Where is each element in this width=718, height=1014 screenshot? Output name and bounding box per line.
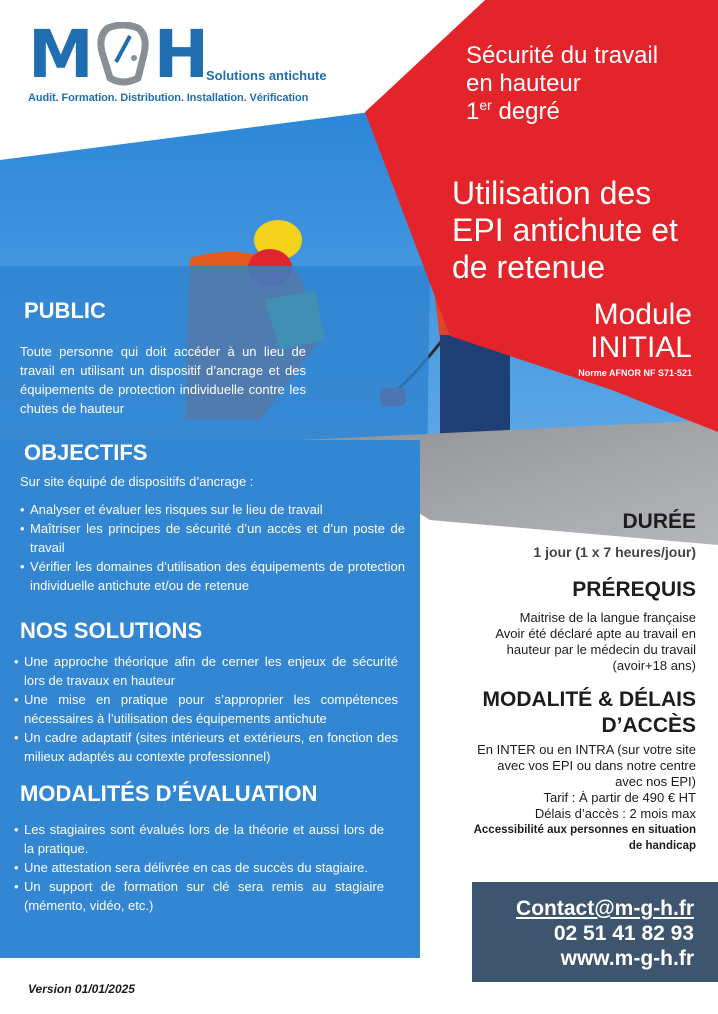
evaluation-list [14, 820, 384, 915]
prerequis-line-1: Maitrise de la langue française [519, 610, 696, 625]
modalite-heading-line-1: MODALITÉ & DÉLAIS [482, 688, 696, 711]
list-item: • Les stagiaires sont évalués lors de la théorie et aussi lors de la pratique. [14, 820, 384, 858]
contact-website-link[interactable]: www.m-g-h.fr [560, 947, 694, 970]
tarif-text: Tarif : À partir de 490 € HT [543, 790, 696, 805]
list-item: • Analyser et évaluer les risques sur le lieu de travail [20, 500, 405, 519]
accessibility-line-1: Accessibilité aux personnes en situation [473, 824, 696, 836]
duree-heading: DURÉE [622, 510, 696, 533]
degree-number: 1 [466, 98, 480, 125]
title-line-3: de retenue [452, 249, 606, 285]
evaluation-heading: MODALITÉS D’ÉVALUATION [20, 781, 318, 806]
category-line-1: Sécurité du travail [466, 42, 659, 69]
list-item: • Vérifier les domaines d’utilisation des équipements de protection individuelle antichute et/ou de retenue [20, 557, 405, 595]
list-item: • Un cadre adaptatif (sites intérieurs et extérieurs, en fonction des milieux adaptés au contexte professionnel) [14, 728, 398, 766]
logo-letter-h: H [153, 16, 207, 93]
objectifs-list [20, 500, 405, 595]
module-line-1: Module [593, 298, 692, 331]
list-item: • Un support de formation sur clé sera remis au stagiaire (mémento, vidéo, etc.) [14, 877, 384, 915]
degree-superscript: er [479, 97, 492, 113]
prerequis-heading: PRÉREQUIS [572, 578, 696, 601]
duree-text: 1 jour (1 x 7 heures/jour) [533, 544, 696, 560]
category-degree [466, 98, 711, 126]
carabiner-icon [94, 22, 152, 86]
contact-email-link[interactable]: Contact@m-g-h.fr [516, 897, 694, 920]
logo-letter-m: M [28, 16, 92, 93]
norme-reference: Norme AFNOR NF S71-521 [578, 368, 692, 378]
contact-phone: 02 51 41 82 93 [553, 922, 694, 945]
modalite-text [474, 742, 696, 854]
solutions-list [14, 652, 398, 766]
objectifs-intro: Sur site équipé de dispositifs d’ancrage : [20, 474, 254, 489]
module-label [590, 298, 692, 364]
objectifs-heading: OBJECTIFS [24, 440, 148, 465]
logo-subtitle: Solutions antichute [206, 68, 327, 83]
module-line-2: INITIAL [590, 331, 692, 364]
accessibility-line-2: de handicap [628, 840, 696, 852]
delais-text: Délais d’accès : 2 mois max [534, 806, 696, 821]
prerequis-line-3: hauteur par le médecin du travail [506, 642, 696, 657]
title-line-1: Utilisation des [452, 175, 652, 211]
modalite-line-2: avec vos EPI ou dans notre centre [497, 758, 696, 773]
prerequis-text [495, 610, 696, 674]
logo-tagline: Audit. Formation. Distribution. Installation. Vérification [28, 92, 309, 104]
modalite-line-3: avec nos EPI) [615, 774, 696, 789]
solutions-heading: NOS SOLUTIONS [20, 618, 203, 643]
list-item: • Maîtriser les principes de sécurité d’un accès et d’un poste de travail [20, 519, 405, 557]
modalite-heading-line-2: D’ACCÈS [601, 714, 696, 737]
public-heading: PUBLIC [24, 298, 106, 323]
public-text: Toute personne qui doit accéder à un lieu de travail en utilisant un dispositif d’ancrage et des équipements de protection individuelle contre les chutes de hauteur [20, 344, 306, 416]
degree-word: degré [498, 98, 560, 125]
logo-mark [28, 16, 207, 93]
training-category [466, 42, 711, 126]
title-line-2: EPI antichute et [452, 212, 678, 248]
prerequis-line-4: (avoir+18 ans) [612, 658, 696, 673]
prerequis-line-2: Avoir été déclaré apte au travail en [495, 626, 696, 641]
category-line-2: en hauteur [466, 70, 581, 97]
list-item: • Une attestation sera délivrée en cas de succès du stagiaire. [14, 858, 384, 877]
training-title [452, 175, 714, 286]
list-item: • Une approche théorique afin de cerner les enjeux de sécurité lors de travaux en hauteur [14, 652, 398, 690]
company-logo [28, 16, 358, 112]
version-label: Version 01/01/2025 [28, 982, 135, 996]
modalite-line-1: En INTER ou en INTRA (sur votre site [477, 742, 696, 757]
modalite-heading [483, 687, 697, 739]
list-item: • Une mise en pratique pour s’approprier les compétences nécessaires à l’utilisation des équipements antichute [14, 690, 398, 728]
contact-box [472, 882, 718, 982]
